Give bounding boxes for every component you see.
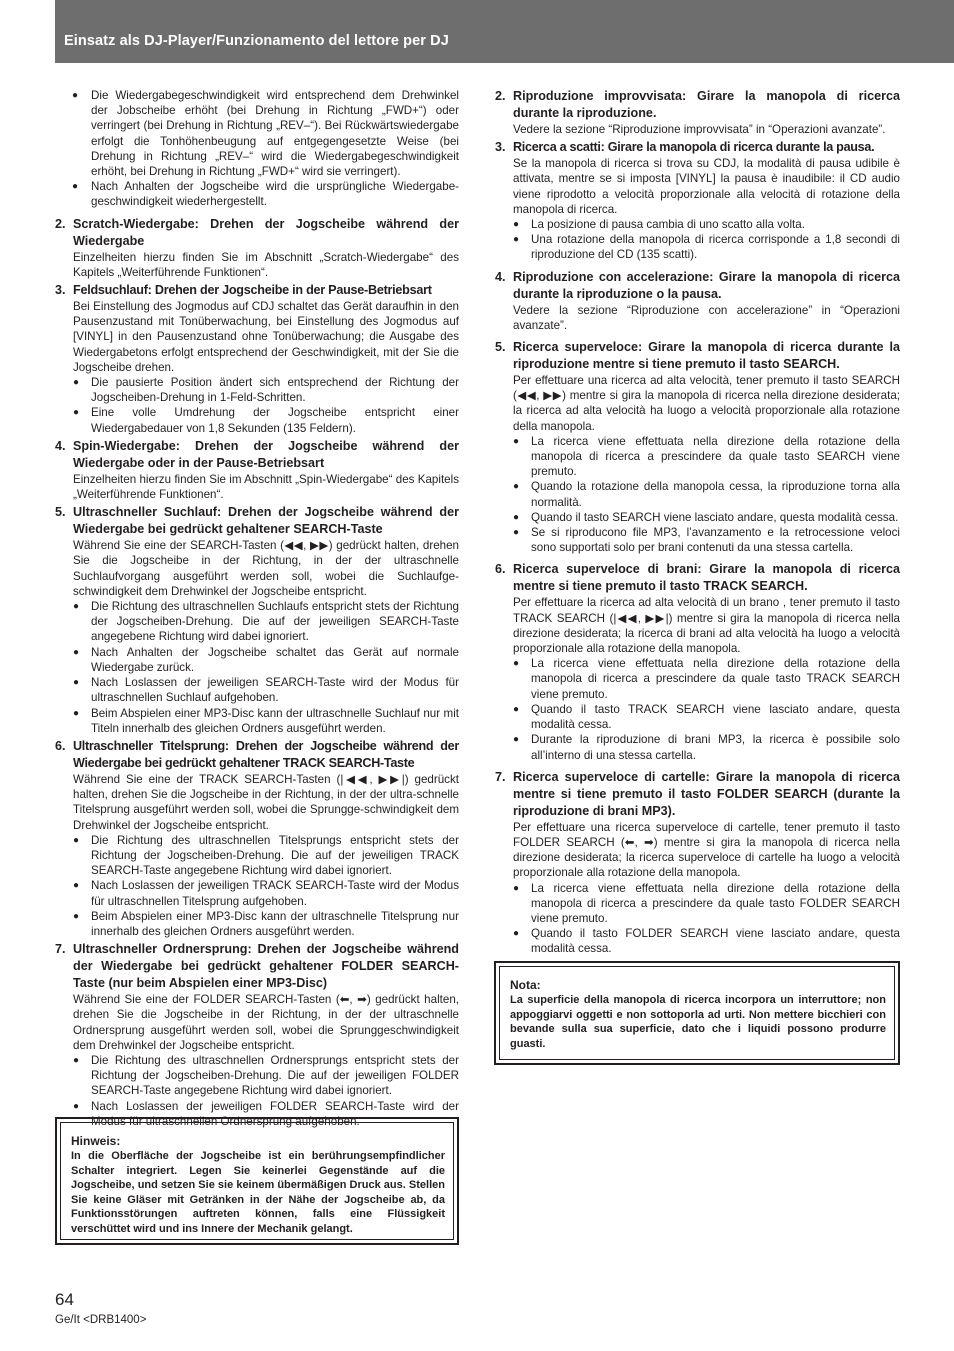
section-bullet-list: [73, 599, 459, 736]
section-riproduzione-improvvisata: [495, 88, 900, 137]
footer-code: Ge/It <DRB1400>: [55, 1314, 147, 1326]
section-ricerca-a-scatti: [495, 139, 900, 262]
section-number: 6.: [495, 562, 506, 577]
note-inner-frame: [499, 966, 895, 1060]
list-item: ● Eine volle Umdrehung der Jogscheibe entspricht einer Wiedergabedauer von 1,8 Sekunden (135 Feldern).: [73, 405, 459, 435]
section-number: 7.: [55, 942, 66, 957]
section-ultraschneller-suchlauf: [55, 504, 459, 736]
list-item: ● Nach Loslassen der jeweiligen FOLDER SEARCH-Taste wird der Modus für ultraschnellen Ordnersprung aufgehoben.: [73, 1099, 459, 1129]
list-item: ● La posizione di pausa cambia di uno scatto alla volta.: [513, 217, 900, 232]
list-item: ● Beim Abspielen einer MP3-Disc kann der ultraschnelle Suchlauf nur mit Titeln innerhalb des gleichen Ordners ausgeführt werden.: [73, 706, 459, 736]
section-ultraschneller-titelsprung: [55, 738, 459, 939]
section-bullet-list: [73, 375, 459, 436]
page-header-bar: [55, 0, 954, 63]
section-scratch-wiedergabe: [55, 216, 459, 280]
note-body: In die Oberfläche der Jogscheibe ist ein berührungsempfindlicher Schalter integriert. Legen Sie keinerlei Gegenstände auf die Jogscheibe, und setzen Sie sie keinem übermäßigen Druck aus. Stellen Sie keine Gläser mit Getränken in der Nähe der Jogscheibe ab, da Funktionsstörungen auftreten können, falls eine Flüssigkeit verschüttet wird und ins Innere der Mechanik gelangt.: [71, 1150, 445, 1235]
list-item: ● Durante la riproduzione di brani MP3, la ricerca è possibile solo all’interno di una stessa cartella.: [513, 732, 900, 762]
note-inner-frame: [60, 1122, 454, 1240]
section-bullet-list: [513, 434, 900, 556]
section-body: Einzelheiten hierzu finden Sie im Abschnitt „Spin-Wiedergabe“ des Kapitels „Weiterführende Funktionen“.: [73, 472, 459, 502]
list-item: ● Nach Loslassen der jeweiligen TRACK SEARCH-Taste wird der Modus für ultraschnellen Titelsprung aufgehoben.: [73, 878, 459, 908]
section-body: Bei Einstellung des Jogmodus auf CDJ schaltet das Gerät daraufhin in den Pausenzustand mit Tonüberwachung, bei Einstellung des Jogmodus auf [VINYL] in den Pausenzustand ohne Tonüberwachung; die Ausgabe des Wiedergabetons erfolgt entsprechend der Geschwindigkeit, mit der Sie die Jogscheibe drehen.: [73, 300, 459, 374]
list-item: ● Nach Anhalten der Jogscheibe wird die ursprüngliche Wiedergabe-geschwindigkeit wiederhergestellt.: [55, 179, 459, 209]
list-item: ● Beim Abspielen einer MP3-Disc kann der ultraschnelle Titelsprung nur innerhalb des gleichen Ordners ausgeführt werden.: [73, 909, 459, 939]
right-column-italian: [495, 88, 900, 957]
section-heading: Ricerca superveloce: Girare la manopola di ricerca durante la riproduzione mentre si tiene premuto il tasto SEARCH.: [513, 340, 900, 372]
section-heading: Feldsuchlauf: Drehen der Jogscheibe in der Pause-Betriebsart: [73, 283, 432, 298]
section-spin-wiedergabe: [55, 438, 459, 502]
list-item: ● Quando la rotazione della manopola cessa, la riproduzione torna alla normalità.: [513, 479, 900, 509]
section-heading: Riproduzione con accelerazione: Girare la manopola di ricerca durante la riproduzione o la pausa.: [513, 269, 900, 301]
section-body: Während Sie eine der FOLDER SEARCH-Tasten (⬅, ➡) gedrückt halten, drehen Sie die Jogscheibe in der Richtung, in der der ultraschnelle Ordnersprung ausgeführt werden soll, wobei die Sprunggeschwindigkeit dem Drehwinkel der Jogscheibe entspricht.: [73, 993, 459, 1052]
section-body: Vedere la sezione “Riproduzione improvvisata” in “Operazioni avanzate”.: [513, 123, 886, 136]
section-ultraschneller-ordnersprung: [55, 941, 459, 1129]
section-body: Per effettuare una ricerca ad alta velocità, tener premuto il tasto SEARCH (◀◀, ▶▶) mentre si gira la manopola di ricerca nella direzione desiderata; la ricerca ad alta velocità ha luogo a velocità proporzionale alla rotazione della manopola.: [513, 374, 900, 433]
list-item: ● Die pausierte Position ändert sich entsprechend der Richtung der Jogscheiben-Drehung in 1-Feld-Schritten.: [73, 375, 459, 405]
section-body: Vedere la sezione “Riproduzione con accelerazione” in “Operazioni avanzate”.: [513, 303, 900, 332]
list-item: ● La ricerca viene effettuata nella direzione della rotazione della manopola di ricerca a prescindere da quale tasto FOLDER SEARCH viene premuto.: [513, 881, 900, 927]
section-body: Per effettuare una ricerca superveloce di cartelle, tener premuto il tasto FOLDER SEARCH (⬅, ➡) mentre si gira la manopola di ricerca nella direzione desiderata; la ricerca superveloce di cartelle ha luogo a velocità proporzionale alla rotazione della manopola.: [513, 820, 900, 880]
section-body: Per effettuare la ricerca ad alta velocità di un brano , tener premuto il tasto TRACK SEARCH (|◀◀, ▶▶|) mentre si gira la manopola di ricerca nella direzione desiderata; la ricerca di brani ad alta velocità ha luogo a velocità proporzionale alla rotazione della manopola.: [513, 596, 900, 656]
hinweis-note-box: [55, 1117, 459, 1245]
section-number: 3.: [495, 140, 506, 155]
list-item: ● Die Richtung des ultraschnellen Ordnersprungs entspricht stets der Richtung der Jogscheiben-Drehung. Die auf der jeweiligen FOLDER SEARCH-Taste angegebene Richtung wird dabei ignoriert.: [73, 1053, 459, 1099]
note-body: La superficie della manopola di ricerca incorpora un interruttore; non appoggiarvi oggetti e non sottoporla ad urti. Non mettere bicchieri con bevande sulla sua superficie, dato che i liquidi possono produrre guasti.: [510, 994, 886, 1050]
section-heading: Ultraschneller Ordnersprung: Drehen der Jogscheibe während der Wiedergabe bei gedrückt gehaltener FOLDER SEARCH-Taste (nur beim Abspielen einer MP3-Disc): [73, 942, 459, 991]
section-heading: Ultraschneller Titelsprung: Drehen der Jogscheibe während der Wiedergabe bei gedrückt gehaltener TRACK SEARCH-Taste: [73, 738, 459, 770]
list-item: ● Die Wiedergabegeschwindigkeit wird entsprechend dem Drehwinkel der Jobscheibe erhöht (bei Drehung in Richtung „FWD+“) oder verringert (bei Drehung in Richtung „REV–“). Bei Rückwärtswiedergabe erfolgt die Tonhöhenbeugung auf entgegengesetzte Weise (bei Drehung in Richtung „REV–“ wird die Wiedergabegeschwindigkeit erhöht, bei Drehung in Richtung „FWD+“ wird sie verringert).: [55, 88, 459, 179]
section-bullet-list: [513, 217, 900, 263]
section-heading: Scratch-Wiedergabe: Drehen der Jogscheibe während der Wiedergabe: [73, 216, 459, 248]
list-item: ● La ricerca viene effettuata nella direzione della rotazione della manopola di ricerca a prescindere da quale tasto TRACK SEARCH viene premuto.: [513, 656, 900, 702]
note-title: Hinweis:: [71, 1134, 121, 1148]
section-number: 5.: [495, 340, 506, 355]
section-number: 7.: [495, 769, 506, 784]
section-heading: Ultraschneller Suchlauf: Drehen der Jogscheibe während der Wiedergabe bei gedrückt gehaltener SEARCH-Taste: [73, 505, 459, 537]
list-item: ● Una rotazione della manopola di ricerca corrisponde a 1,8 secondi di riproduzione del CD (135 scatti).: [513, 232, 900, 262]
section-ricerca-superveloce: [495, 339, 900, 555]
section-bullet-list: [513, 656, 900, 762]
section-heading: Ricerca superveloce di brani: Girare la manopola di ricerca mentre si tiene premuto il tasto TRACK SEARCH.: [513, 562, 900, 594]
section-heading: Ricerca a scatti: Girare la manopola di ricerca durante la pausa.: [513, 140, 875, 155]
list-item: ● La ricerca viene effettuata nella direzione della rotazione della manopola di ricerca a prescindere da quale tasto SEARCH viene premuto.: [513, 434, 900, 480]
list-item: ● Quando il tasto SEARCH viene lasciato andare, questa modalità cessa.: [513, 510, 900, 525]
list-item: ● Nach Anhalten der Jogscheibe schaltet das Gerät auf normale Wiedergabe zurück.: [73, 645, 459, 675]
section-heading: Riproduzione improvvisata: Girare la manopola di ricerca durante la riproduzione.: [513, 89, 900, 120]
section-heading: Spin-Wiedergabe: Drehen der Jogscheibe während der Wiedergabe oder in der Pause-Betriebsart: [73, 438, 459, 470]
section-number: 4.: [55, 438, 66, 453]
intro-bullet-list: [55, 88, 459, 210]
list-item: ● Quando il tasto TRACK SEARCH viene lasciato andare, questa modalità cessa.: [513, 702, 900, 732]
section-riproduzione-con-accelerazione: [495, 269, 900, 333]
section-number: 5.: [55, 505, 66, 520]
list-item: ● Quando il tasto FOLDER SEARCH viene lasciato andare, questa modalità cessa.: [513, 926, 900, 956]
page-number: 64: [55, 1290, 74, 1309]
list-item: ● Die Richtung des ultraschnellen Titelsprungs entspricht stets der Richtung der Jogscheiben-Drehung. Die auf der jeweiligen TRACK SEARCH-Taste angegebene Richtung wird dabei ignoriert.: [73, 833, 459, 879]
section-bullet-list: [73, 833, 459, 939]
section-number: 2.: [55, 216, 66, 231]
list-item: ● Nach Loslassen der jeweiligen SEARCH-Taste wird der Modus für ultraschnellen Suchlauf aufgehoben.: [73, 675, 459, 705]
section-number: 2.: [495, 89, 506, 103]
section-body: Während Sie eine der SEARCH-Tasten (◀◀, ▶▶) gedrückt halten, drehen Sie die Jogscheibe in der Richtung, in der der ultraschnelle Suchlaufvorgang ausgeführt werden soll, wobei die Suchlaufge-schwindigkeit dem Drehwinkel der Jogscheibe entspricht.: [73, 539, 459, 598]
section-ricerca-superveloce-brani: [495, 561, 900, 762]
page-header-title: Einsatz als DJ-Player/Funzionamento del lettore per DJ: [64, 33, 449, 49]
section-ricerca-superveloce-cartelle: [495, 769, 900, 957]
list-item: ● Die Richtung des ultraschnellen Suchlaufs entspricht stets der Richtung der Jogscheiben-Drehung. Die auf der jeweiligen SEARCH-Taste angegebene Richtung wird dabei ignoriert.: [73, 599, 459, 645]
left-column-german: [55, 88, 459, 1129]
section-bullet-list: [513, 881, 900, 957]
section-number: 4.: [495, 269, 506, 284]
list-item: ● Se si riproducono file MP3, l’avanzamento e la retrocessione veloci sono supportati solo per brani contenuti da una stessa cartella.: [513, 525, 900, 555]
section-body: Einzelheiten hierzu finden Sie im Abschnitt „Scratch-Wiedergabe“ des Kapitels „Weiterführende Funktionen“.: [73, 250, 459, 279]
section-body: Se la manopola di ricerca si trova su CDJ, la modalità di pausa udibile è attivata, mentre se si imposta [VINYL] la pausa è inaudibile: il CD audio viene riprodotto a velocità proporzionale alla velocità di rotazione della manopola di ricerca.: [513, 157, 900, 216]
section-body: Während Sie eine der TRACK SEARCH-Tasten (|◀◀, ▶▶|) gedrückt halten, drehen Sie die Jogscheibe in der Richtung, in der der ultra-schnelle Titelsprung ausgeführt werden soll, wobei die Sprungge-schwindigkeit dem Drehwinkel der Jogscheibe entspricht.: [73, 772, 459, 832]
section-number: 6.: [55, 738, 66, 753]
note-title: Nota:: [510, 978, 541, 992]
section-feldsuchlauf: [55, 282, 459, 436]
nota-note-box: [494, 961, 900, 1065]
section-number: 3.: [55, 283, 66, 298]
section-heading: Ricerca superveloce di cartelle: Girare la manopola di ricerca mentre si tiene premuto il tasto FOLDER SEARCH (durante la riproduzione di brani MP3).: [513, 769, 900, 818]
